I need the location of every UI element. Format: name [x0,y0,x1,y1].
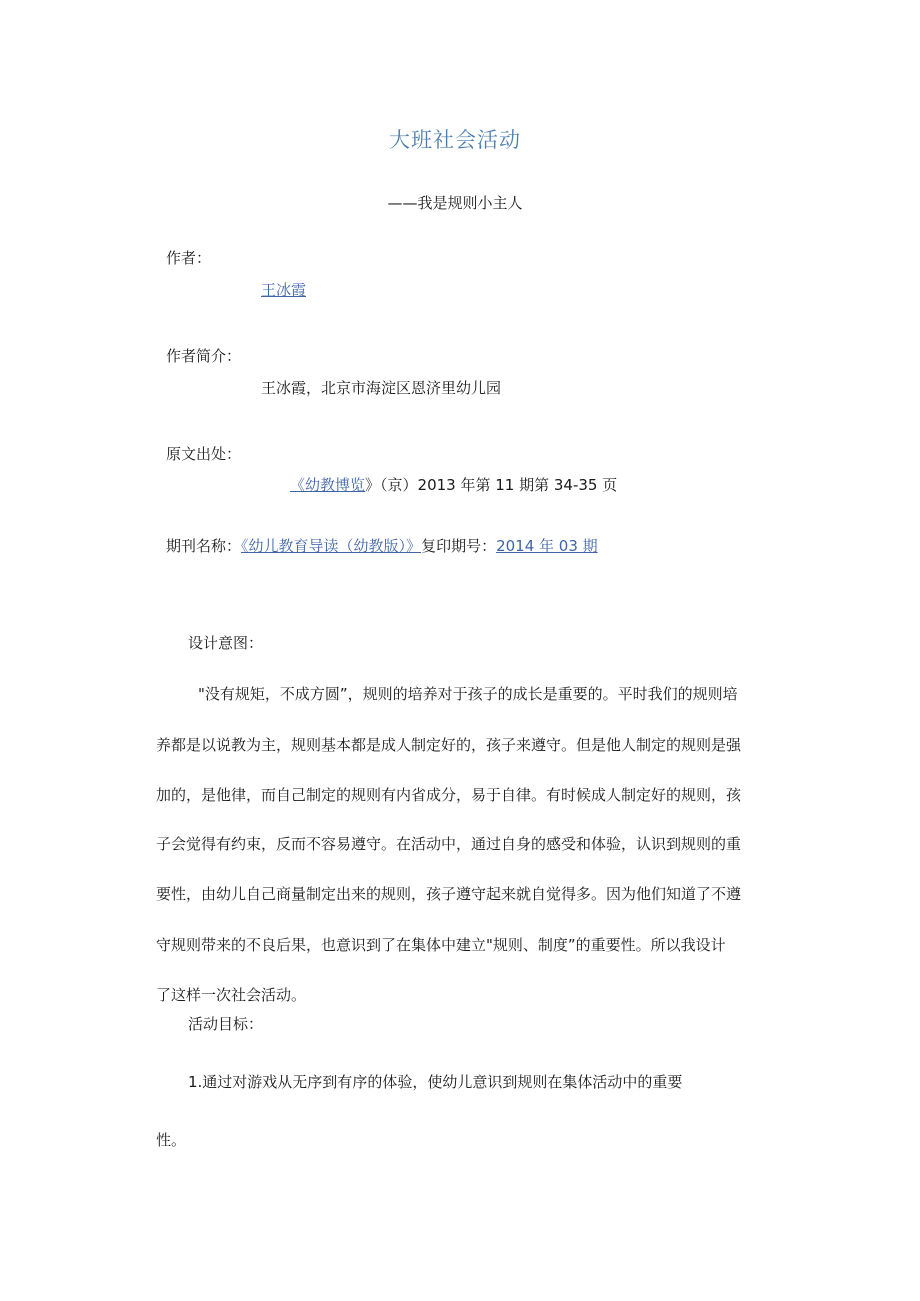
author-name-link[interactable]: 王冰霞 [261,281,307,299]
design-line: 要性，由幼儿自己商量制定出来的规则，孩子遵守起来就自觉得多。因为他们知道了不遵 [156,885,742,903]
journal-label: 期刊名称： [166,537,242,555]
source-book-link[interactable]: 幼教博览 [305,476,366,494]
design-line: 养都是以说教为主，规则基本都是成人制定好的，孩子来遵守。但是他人制定的规则是强 [156,736,742,754]
goals-heading: 活动目标： [188,1015,264,1033]
design-line: 加的，是他律，而自己制定的规则有内省成分，易于自律。有时候成人制定好的规则，孩 [156,786,742,804]
design-heading: 设计意图： [188,634,264,652]
author-label: 作者： [166,249,212,267]
goal-item-1-line-2: 性。 [156,1131,187,1149]
goal-item-1-line-1: 1.通过对游戏从无序到有序的体验，使幼儿意识到规则在集体活动中的重要 [188,1073,683,1091]
design-paragraph [156,0,768,1004]
document-title: 大班社会活动 [389,128,521,152]
design-line: 了这样一次社会活动。 [156,986,307,1004]
bio-label: 作者简介： [166,347,242,365]
journal-name-link[interactable]: 幼儿教育导读（幼教版） [248,537,407,555]
document-subtitle: ——我是规则小主人 [387,194,523,212]
source-rest: 》（京）2013 年第 11 期第 34-35 页 [365,476,618,494]
design-line: 守规则带来的不良后果，也意识到了在集体中建立"规则、制度”的重要性。所以我设计 [156,936,726,954]
journal-open-quote[interactable]: 《 [241,537,249,555]
reprint-issue-link[interactable]: 2014 年 03 期 [496,537,598,555]
source-label: 原文出处： [166,445,242,463]
bio-text: 王冰霞，北京市海淀区恩济里幼儿园 [261,379,502,397]
design-line: "没有规矩，不成方圆”，规则的培养对于孩子的成长是重要的。平时我们的规则培 [198,685,738,703]
reprint-label: 复印期号： [421,537,497,555]
source-open-quote[interactable]: 《 [290,476,306,494]
design-line: 子会觉得有约束，反而不容易遵守。在活动中，通过自身的感受和体验，认识到规则的重 [156,835,742,853]
journal-close-quote[interactable]: 》 [406,537,422,555]
